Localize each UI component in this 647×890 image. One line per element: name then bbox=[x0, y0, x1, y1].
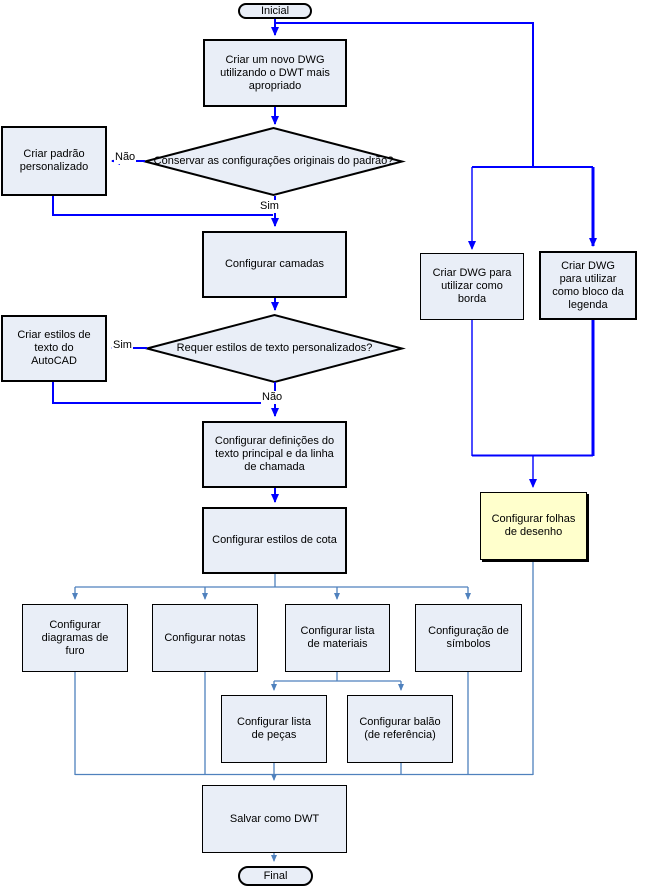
edge-label-conservar-nao: Não bbox=[115, 151, 136, 163]
process-configurar-notas: Configurar notas bbox=[152, 604, 258, 672]
process-novo-dwg: Criar um novo DWG utilizando o DWT mais apropriado bbox=[203, 39, 347, 107]
process-estilos-cota: Configurar estilos de cota bbox=[202, 507, 347, 574]
edge-padrao-to-camadas bbox=[53, 196, 273, 215]
edge-label-requer-nao: Não bbox=[262, 391, 283, 403]
decision-requer-label: Requer estilos de texto personalizados? bbox=[176, 342, 373, 354]
process-balao-referencia: Configurar balão (de referência) bbox=[347, 695, 453, 763]
process-dwg-borda: Criar DWG para utilizar como borda bbox=[420, 253, 524, 320]
process-padrao-personalizado: Criar padrão personalizado bbox=[1, 126, 107, 196]
process-configuracao-simbolos: Configuração de símbolos bbox=[415, 604, 522, 672]
edge-estilos-to-definicoes bbox=[53, 382, 273, 403]
process-estilos-texto-autocad: Criar estilos de texto do AutoCAD bbox=[1, 315, 107, 382]
decision-conservar-label: Conservar as configurações originais do padrão? bbox=[153, 155, 394, 167]
process-diagramas-furo: Configurar diagramas de furo bbox=[22, 604, 128, 672]
process-salvar-dwt: Salvar como DWT bbox=[202, 785, 347, 853]
process-lista-materiais: Configurar lista de materiais bbox=[285, 604, 390, 672]
start-node: Inicial bbox=[238, 3, 312, 19]
process-folhas-desenho: Configurar folhas de desenho bbox=[480, 492, 587, 560]
process-configurar-camadas: Configurar camadas bbox=[202, 231, 347, 298]
edge-label-conservar-sim: Sim bbox=[260, 200, 279, 212]
process-dwg-bloco-legenda: Criar DWG para utilizar como bloco da legenda bbox=[539, 251, 637, 320]
end-node: Final bbox=[238, 866, 313, 886]
process-definicoes-texto: Configurar definições do texto principal e da linha de chamada bbox=[202, 421, 347, 488]
process-lista-pecas: Configurar lista de peças bbox=[221, 695, 327, 763]
edge-label-requer-sim: Sim bbox=[113, 339, 132, 351]
